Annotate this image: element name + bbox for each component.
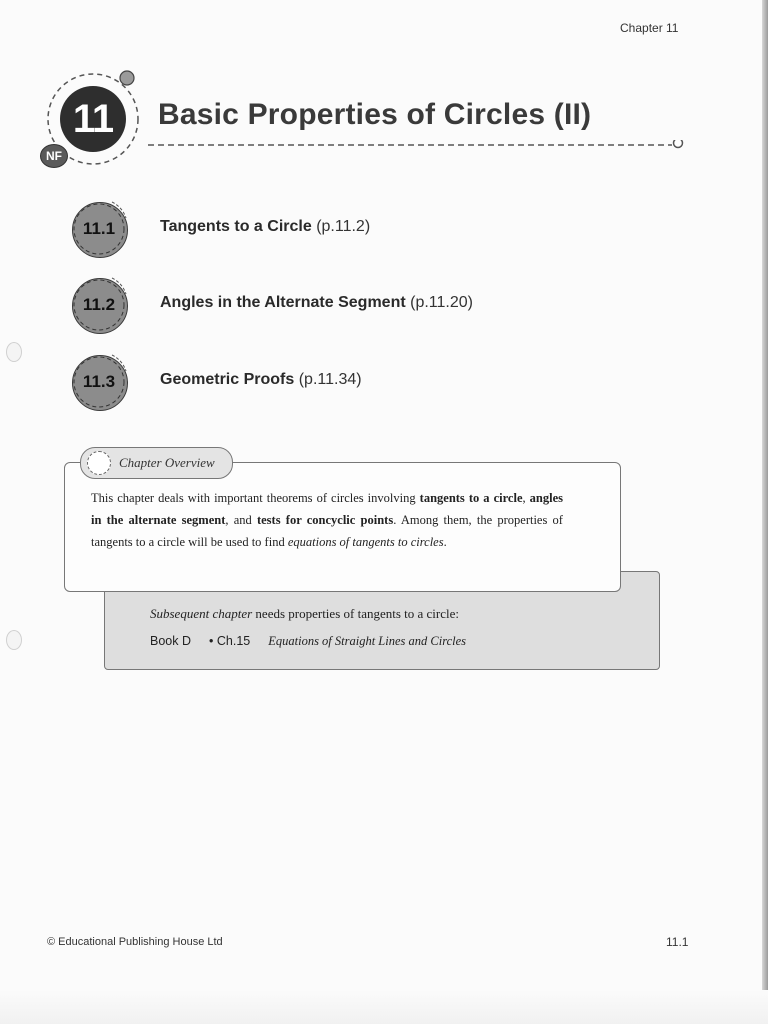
title-underline (148, 140, 688, 152)
chapter-number: 11 (60, 86, 126, 152)
section-badge-icon (68, 351, 128, 411)
running-header: Chapter 11 (620, 21, 679, 35)
section-11-1[interactable] (68, 198, 588, 258)
section-number: 11.2 (82, 295, 116, 314)
section-number: 11.1 (82, 219, 116, 238)
overview-paragraph: This chapter deals with important theorems of circles involving tangents to a circle, angles in the alternate segment, and tests for concyclic points. Among them, the properties of tangents to a circle will be used to find equations of tangents to circles. (91, 491, 564, 549)
section-title: Tangents to a Circle (160, 218, 312, 235)
section-number: 11.3 (82, 372, 116, 391)
section-badge-icon (68, 274, 128, 334)
footer-page-number: 11.1 (666, 935, 689, 949)
section-badge-icon (68, 198, 128, 258)
section-page: (p.11.2) (316, 218, 371, 235)
overview-tab-label: Chapter Overview (119, 455, 215, 470)
section-11-3[interactable] (68, 351, 588, 411)
chapter-title: Basic Properties of Circles (II) (158, 98, 592, 131)
section-title: Geometric Proofs (160, 371, 295, 388)
page-edge-shadow (762, 0, 768, 1024)
chapter-overview-tab (80, 447, 233, 479)
section-11-2[interactable] (68, 274, 588, 334)
dashed-circle-icon (87, 451, 111, 475)
chapter-ref: Ch.15 (216, 634, 251, 648)
chapter-badge (38, 66, 148, 176)
punch-hole (6, 342, 22, 362)
subsequent-chapter-ref (150, 634, 466, 649)
nf-tag: NF (40, 144, 68, 168)
footer-publisher: © Educational Publishing House Ltd (47, 936, 223, 948)
section-page: (p.11.34) (298, 371, 362, 388)
chapter-ref-name: Equations of Straight Lines and Circles (268, 634, 467, 648)
subsequent-chapter-note: Subsequent chapter needs properties of tangents to a circle: (150, 606, 460, 621)
book-label: Book D (150, 634, 191, 648)
section-title: Angles in the Alternate Segment (160, 294, 406, 311)
scan-bottom-shadow (0, 990, 768, 1024)
punch-hole (6, 630, 22, 650)
bullet-icon: • (209, 634, 214, 648)
section-page: (p.11.20) (410, 294, 473, 311)
